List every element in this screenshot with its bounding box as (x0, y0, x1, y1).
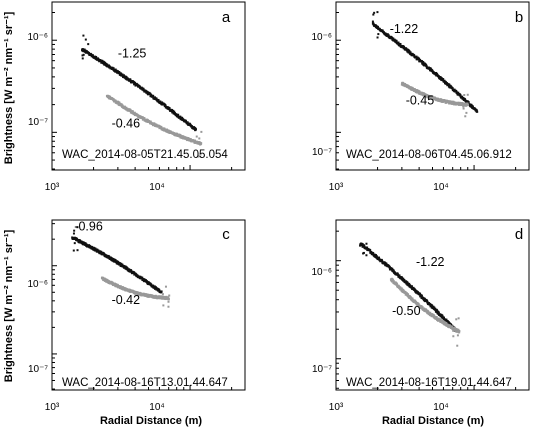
slope-label-b-1: -0.45 (405, 93, 435, 108)
panel-a (27, 2, 245, 193)
outlier-point-b-1-0 (464, 115, 466, 117)
y-tick-label-c-2: 10⁻⁷ (27, 364, 48, 375)
outlier-point-a-0-4 (87, 43, 89, 45)
data-point-b-1-319 (467, 104, 469, 106)
slope-labels-b (390, 22, 435, 108)
x-axis-title-left: Radial Distance (m) (99, 415, 203, 427)
x-tick-label-b-2: 10⁴ (433, 182, 449, 193)
outlier-point-d-0-0 (359, 245, 361, 247)
x-tick-label-b-1: 10³ (328, 182, 344, 193)
slope-label-a-1: -0.46 (111, 116, 141, 131)
x-tick-label-d-2: 10⁴ (433, 402, 449, 413)
panel-letter-c: c (222, 226, 230, 243)
slope-label-c-1: -0.42 (111, 292, 141, 307)
outlier-point-a-0-3 (82, 54, 84, 56)
outlier-point-b-1-2 (463, 108, 465, 110)
outlier-point-b-0-4 (372, 14, 374, 16)
y-axis-title-top: Brightness [W m⁻² nm⁻¹ sr⁻¹] (3, 11, 15, 165)
outlier-point-c-1-2 (162, 293, 164, 295)
caption-b: WAC_2014-08-06T04.45.06.912 (346, 149, 512, 161)
outlier-point-a-1-3 (198, 137, 200, 139)
slope-label-a-0: -1.25 (117, 46, 147, 61)
data-point-a-0-269 (177, 114, 179, 116)
outlier-point-d-1-1 (456, 345, 458, 347)
x-tick-label-a-2: 10⁴ (149, 182, 165, 193)
panel-d (311, 220, 529, 413)
outlier-point-b-0-5 (373, 12, 375, 14)
panel-c (27, 220, 245, 413)
outlier-point-d-1-3 (455, 318, 457, 320)
y-tick-label-c-1: 10⁻⁶ (27, 279, 48, 290)
outlier-point-b-0-1 (376, 11, 378, 13)
panel-letter-b: b (514, 9, 524, 26)
data-point-c-1-319 (168, 298, 170, 300)
x-tick-label-a-1: 10³ (44, 182, 60, 193)
y-tick-label-a-1: 10⁻⁶ (27, 32, 48, 43)
y-tick-label-b-1: 10⁻⁶ (311, 32, 332, 43)
outlier-point-a-0-5 (82, 57, 84, 59)
y-tick-label-d-1: 10⁻⁶ (311, 267, 332, 278)
slope-label-c-0: -0.96 (74, 219, 103, 234)
slope-label-b-0: -1.22 (389, 21, 419, 36)
outlier-point-c-0-1 (77, 249, 79, 251)
outlier-point-b-0-3 (377, 36, 379, 38)
series-d (359, 243, 460, 347)
outlier-point-b-1-4 (465, 112, 467, 114)
x-tick-label-c-1: 10³ (44, 402, 60, 413)
outlier-point-d-1-0 (457, 334, 459, 336)
data-point-a-0-319 (195, 128, 197, 130)
caption-c: WAC_2014-08-16T13.01.44.647 (62, 377, 228, 389)
outlier-point-d-0-5 (362, 246, 364, 248)
outlier-point-b-1-1 (463, 94, 465, 96)
data-point-d-1-319 (458, 330, 460, 332)
x-tick-label-c-2: 10⁴ (149, 402, 165, 413)
x-axis-title-right: Radial Distance (m) (381, 415, 485, 427)
outlier-point-c-1-1 (165, 286, 167, 288)
outlier-point-d-1-5 (452, 335, 454, 337)
y-tick-label-b-2: 10⁻⁷ (311, 147, 332, 158)
outlier-point-d-0-3 (365, 243, 367, 245)
outlier-point-b-0-2 (372, 21, 374, 23)
outlier-point-d-1-4 (452, 330, 454, 332)
outlier-point-a-0-1 (85, 39, 87, 41)
slope-label-d-0: -1.22 (416, 255, 445, 270)
outlier-point-d-0-4 (362, 252, 364, 254)
caption-a: WAC_2014-08-05T21.45.05.054 (62, 149, 228, 161)
outlier-point-c-1-4 (168, 301, 170, 303)
outlier-point-c-1-5 (168, 295, 170, 297)
panel-letter-a: a (221, 9, 231, 26)
outlier-point-d-0-1 (365, 254, 367, 256)
x-tick-label-d-1: 10³ (328, 402, 344, 413)
outlier-point-c-1-3 (167, 306, 169, 308)
panel-letter-d: d (514, 226, 524, 243)
plot-frame-a (52, 2, 245, 170)
outlier-point-c-1-0 (162, 304, 164, 306)
outlier-point-a-0-0 (82, 35, 84, 37)
ticks-a (52, 12, 232, 170)
plot-frame-c (52, 220, 245, 390)
outlier-point-b-1-3 (462, 105, 464, 107)
outlier-point-c-0-4 (73, 250, 75, 252)
y-tick-label-a-2: 10⁻⁷ (27, 117, 48, 128)
y-tick-label-d-2: 10⁻⁷ (311, 364, 332, 375)
data-point-c-0-319 (160, 290, 162, 292)
plot-frame-b (336, 2, 529, 170)
outlier-point-d-1-2 (458, 317, 460, 319)
data-point-b-0-319 (476, 111, 478, 113)
outlier-point-a-1-0 (200, 131, 202, 133)
caption-d: WAC_2014-08-16T19.01.44.647 (346, 377, 512, 389)
outlier-point-b-1-5 (467, 94, 469, 96)
data-point-a-1-319 (200, 142, 202, 144)
outlier-point-a-1-1 (196, 136, 198, 138)
ticks-c (52, 224, 232, 390)
outlier-point-b-0-0 (377, 33, 379, 35)
ticks-b (336, 12, 516, 170)
y-axis-title-bottom: Brightness [W m⁻² nm⁻¹ sr⁻¹] (3, 229, 15, 383)
slope-label-d-1: -0.50 (392, 303, 421, 318)
panel-b (311, 2, 529, 193)
outlier-point-c-0-0 (74, 242, 76, 244)
slope-labels-c (74, 220, 140, 307)
